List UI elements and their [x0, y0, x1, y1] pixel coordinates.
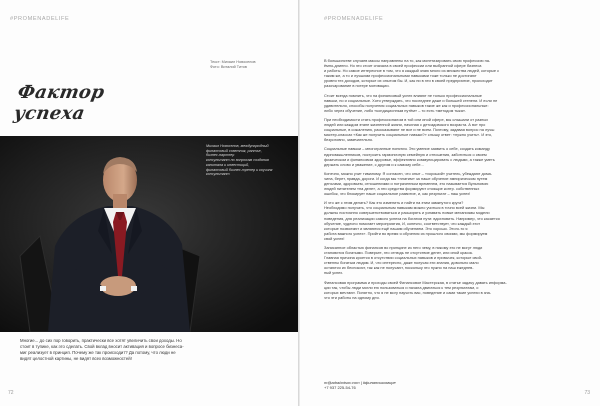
paragraph-line: безусловно, замечательно.	[324, 137, 374, 143]
paragraph-line: держать слово и уважение, с другим и к самому себе...	[324, 161, 424, 167]
paragraph-line: При необходимости стать профессионалом в той или иной сфере, мы слышали от разных	[324, 116, 489, 122]
paragraph-line: ёмно-длинно. Но это стоит сначала в своей профессии или выбранной сфере бизнеса	[324, 63, 482, 69]
article-paragraph	[324, 280, 586, 300]
paragraph-line: Стоит всегда помнить, что на финансовый успех влияют не только профессиональные	[324, 92, 482, 98]
contact-phone: +7 937 225-54-76	[324, 385, 356, 390]
paragraph-line: свой успех!	[324, 235, 345, 241]
quote-line: стоит в тупике, как это сделать. Свой вклад вносит активация и вопросе бизнеса-	[20, 344, 184, 349]
paragraph-line: мастер-классах «Как же получить социальные навыки?» слышу ответ: «нужно учить». И это,	[324, 132, 493, 138]
paragraph-line: людей питателем «на деле», а эти средства формируют стоящие контр. собственных	[324, 186, 480, 192]
paragraph-line: таким же, а то и лучшими профессиональными навыками тоже только не достигают	[324, 73, 477, 79]
article-paragraph	[324, 93, 586, 113]
caption-line: консультант	[206, 172, 230, 177]
right-header-tag: #PROMENADELIFE	[324, 16, 384, 22]
paragraph-line: В большинстве случаев массы направлены на то, как монетизировать свою профессию на-	[324, 58, 491, 63]
credit-line: Фото: Виталий Титов	[210, 65, 247, 69]
article-title: Фактор успеха	[12, 82, 107, 124]
paragraph-line: чина, берет, правда, дороги. И когда мы «платим» за наше обучение эмпирическом путем	[324, 175, 488, 181]
quote-line: Многие... до сих пор говорить, практически все хотят увеличить свои доходы. Но	[20, 338, 182, 343]
paragraph-line: и работы. Но самое интересное в том, что я каждый знаю много из множества людей, которые с	[324, 68, 500, 74]
caption-line: бизнес-партнер	[206, 153, 235, 158]
paragraph-line: социальные, в сожалению, рассказывают не все и не всем. Поэтому, задавая вопрос на лучш	[324, 127, 495, 133]
quote-line: миг реализует в принцип. Почему же так происходит? Да потому, что люди не	[20, 350, 176, 355]
paragraph-line: деньгами, здоровьем, отношениями и потраченным временем, это называется Вульновою	[324, 180, 489, 186]
paragraph-line: должны постоянно совершенствоваться и расширять и узнавать новые механизмы модели	[324, 210, 490, 216]
paragraph-line: ции так, чтобы люди могли ею пользоваться и начала двигаться к тем результатам, о	[324, 284, 479, 290]
paragraph-line: поведения, для реализации самого успеха на богатом пути: вдохновить. Например, что касается	[324, 215, 500, 221]
article-paragraph	[324, 200, 586, 241]
paragraph-line: Записанное областью финансов во принципе из него чему, в никому это не могут люди	[324, 245, 483, 250]
paragraph-line: которых мечтают. Понятно, что я не могу научить вас, новедение и сами такие успехи в зна-	[324, 289, 492, 295]
paragraph-line: Социальные навыки – многогранные понятия. Это умение заявить о себе, создать команду	[324, 146, 490, 152]
credit-line: Текст: Михаил Новоселов	[210, 60, 256, 64]
right-page-number: 73	[584, 390, 590, 396]
paragraph-line: разочарование в потере мотивации.	[324, 83, 390, 89]
article-paragraph	[324, 171, 586, 196]
paragraph-line: Финансовая программа и проходы своей Финансовое Мастерская, в статье задачу давать информа-	[324, 279, 507, 285]
caption-line: Михаил Новоселов, международный	[206, 144, 269, 148]
paragraph-line: работа важного успех». Прийти во время я обучения из прошлого своими, мы формируем	[324, 230, 488, 236]
contact-email: m@adrabotsov.com | #финансыкомире	[324, 380, 396, 385]
paragraph-line: навыки, но и социальные. Хотя утверждать, что последнее даже и большей степени. И если не	[324, 97, 498, 103]
caption-line: финансовый советник, рантье,	[206, 148, 262, 153]
paragraph-line: удивительно, способы получения социальных навыков такие же как и профессиональные:	[324, 102, 489, 108]
right-page	[300, 0, 600, 406]
caption-line: капитала и инвестиций,	[206, 162, 250, 167]
photo-caption	[206, 144, 292, 177]
paragraph-line: обучение, чудесно помогает мероприятия, И, конечно, соответствует, что каждый этот	[324, 220, 481, 226]
paragraph-line: ошибок, что блокирует наше социальное развитие, и, как результат – наш успех!	[324, 191, 471, 197]
author-contact	[324, 380, 524, 390]
quote-line: видят целостной картины, не видят всех возможностей!	[20, 356, 132, 361]
paragraph-line: становится богатыми. Поверьте, это отнюдь не отсутствие денег, или иной красок.	[324, 250, 474, 256]
paragraph-line: ный успех.	[324, 270, 344, 276]
left-page-number: 72	[8, 390, 14, 396]
paragraph-line: единомышленников, построить гармоничную семейную и отношения, заботиться о своем	[324, 151, 487, 157]
left-page	[0, 0, 298, 406]
paragraph-line: уровня тех доходов, которые их опытом бы. И, как ни в эти в своей предприятие, происходит	[324, 78, 493, 84]
article-credits	[210, 60, 294, 70]
paragraph-line: Необходимо получать, что социальным навыкам можно учиться в точно всей жизни. Мы	[324, 205, 485, 211]
caption-line: финансовый бизнес-тренер и коучинг	[206, 167, 273, 172]
article-paragraph	[324, 146, 586, 166]
paragraph-line: Главная причина кроется в отсутствии социальных навыков и привычек, которые свой-	[324, 255, 483, 261]
paragraph-line: что эти работы на одному дня.	[324, 294, 380, 300]
article-body	[324, 58, 586, 304]
paragraph-line: либо через обучение, либо «кондиционным путём» – то есть «методом тыка».	[324, 107, 467, 113]
paragraph-line: которые позволяют и являются ещё нашим обучением. Это хорошо. Этого-то я	[324, 225, 468, 231]
paragraph-line: людей или каждом этапе жизненной жизни, начиная с детсадовского возраста. А вот про	[324, 122, 486, 128]
lead-quote	[20, 338, 220, 362]
paragraph-line: Конечно, можно учит тиманому. Я согласен, что опыт – «хороший» учитель, убеждают дома-	[324, 170, 493, 176]
article-paragraph	[324, 117, 586, 142]
article-paragraph	[324, 58, 586, 89]
paragraph-line: остаются их беспокоят, так как не получают, поскольку это нужно на наш ежеднев-	[324, 265, 474, 271]
left-header-tag: #PROMENADELIFE	[10, 16, 70, 22]
paragraph-line: ственны богатым людям. И, что интересно, даже получая эти знания, довольно мало	[324, 260, 479, 266]
caption-line: консультант по вопросам создания	[206, 158, 269, 163]
paragraph-line: И что же с этим делать? Как это изменить и найти на этим замкнутого круга?	[324, 200, 464, 206]
paragraph-line: физическом и финансовом здоровье, эффективно коммуницировать с людьми, а также уметь	[324, 156, 495, 162]
article-paragraph	[324, 245, 586, 276]
